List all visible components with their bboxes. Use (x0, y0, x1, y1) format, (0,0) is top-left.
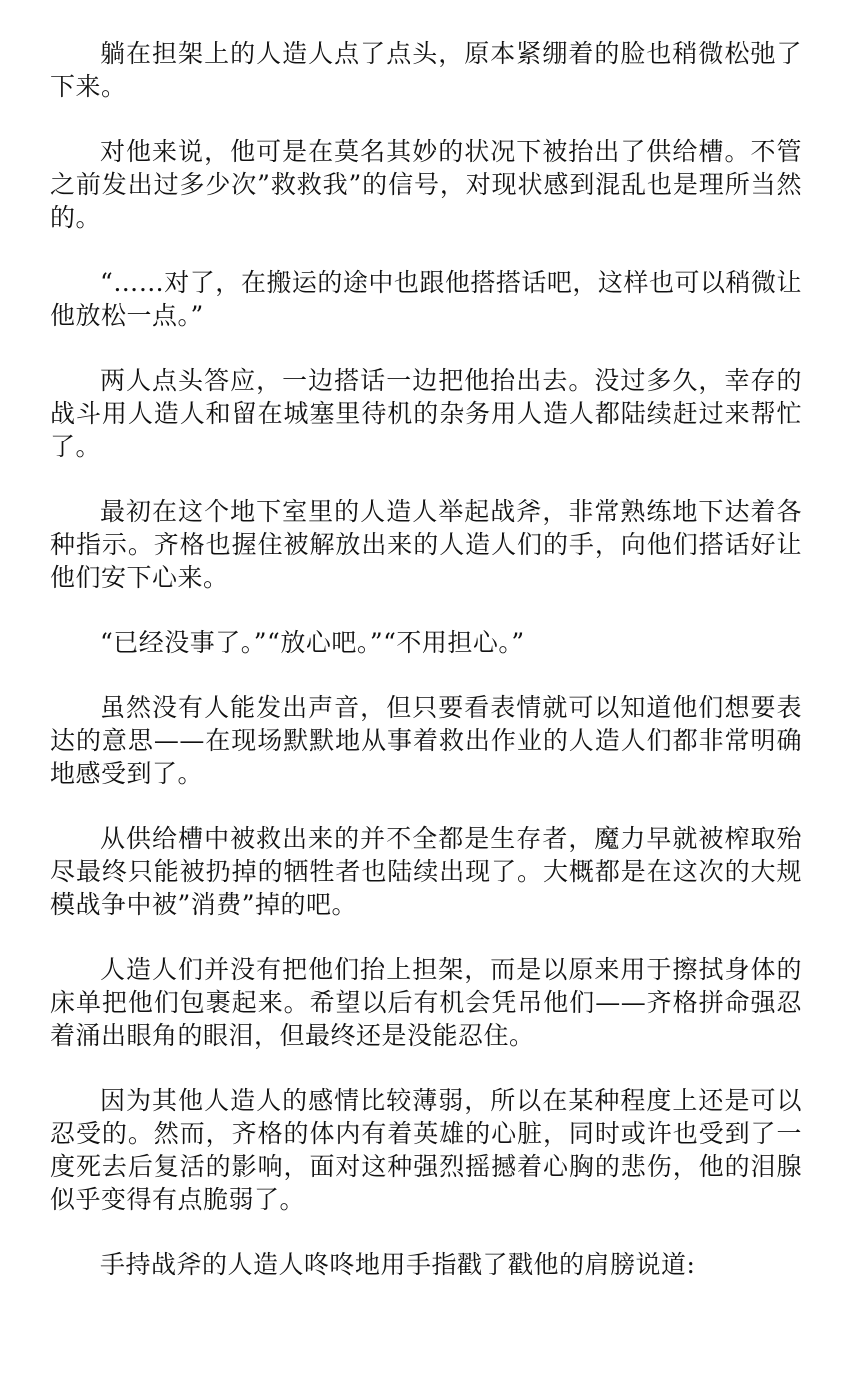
paragraph: 最初在这个地下室里的人造人举起战斧，非常熟练地下达着各种指示。齐格也握住被解放出来的人造人们的手，向他们搭话好让他们安下心来。 (50, 497, 802, 592)
paragraph: 虽然没有人能发出声音，但只要看表情就可以知道他们想要表达的意思——在现场默默地从事着救出作业的人造人们都非常明确地感受到了。 (50, 693, 802, 788)
paragraph: 躺在担架上的人造人点了点头，原本紧绷着的脸也稍微松弛了下来。 (50, 39, 802, 101)
document-page (50, 37, 802, 1313)
paragraph: 两人点头答应，一边搭话一边把他抬出去。没过多久，幸存的战斗用人造人和留在城塞里待机的杂务用人造人都陆续赶过来帮忙了。 (50, 366, 802, 461)
paragraph: 人造人们并没有把他们抬上担架，而是以原来用于擦拭身体的床单把他们包裹起来。希望以后有机会凭吊他们——齐格拼命强忍着涌出眼角的眼泪，但最终还是没能忍住。 (50, 955, 802, 1050)
paragraph: 因为其他人造人的感情比较薄弱，所以在某种程度上还是可以忍受的。然而，齐格的体内有着英雄的心脏，同时或许也受到了一度死去后复活的影响，面对这种强烈摇撼着心胸的悲伤，他的泪腺似乎变得有点脆弱了。 (50, 1086, 802, 1214)
paragraph: 从供给槽中被救出来的并不全都是生存者，魔力早就被榨取殆尽最终只能被扔掉的牺牲者也陆续出现了。大概都是在这次的大规模战争中被”消费”掉的吧。 (50, 824, 802, 919)
paragraph: 手持战斧的人造人咚咚地用手指戳了戳他的肩膀说道: (100, 1250, 696, 1279)
paragraph: 对他来说，他可是在莫名其妙的状况下被抬出了供给槽。不管之前发出过多少次”救救我”的信号，对现状感到混乱也是理所当然的。 (50, 137, 802, 232)
paragraph: “……对了，在搬运的途中也跟他搭搭话吧，这样也可以稍微让他放松一点。” (50, 268, 802, 330)
paragraph: “已经没事了。”“放心吧。”“不用担心。” (100, 628, 525, 657)
